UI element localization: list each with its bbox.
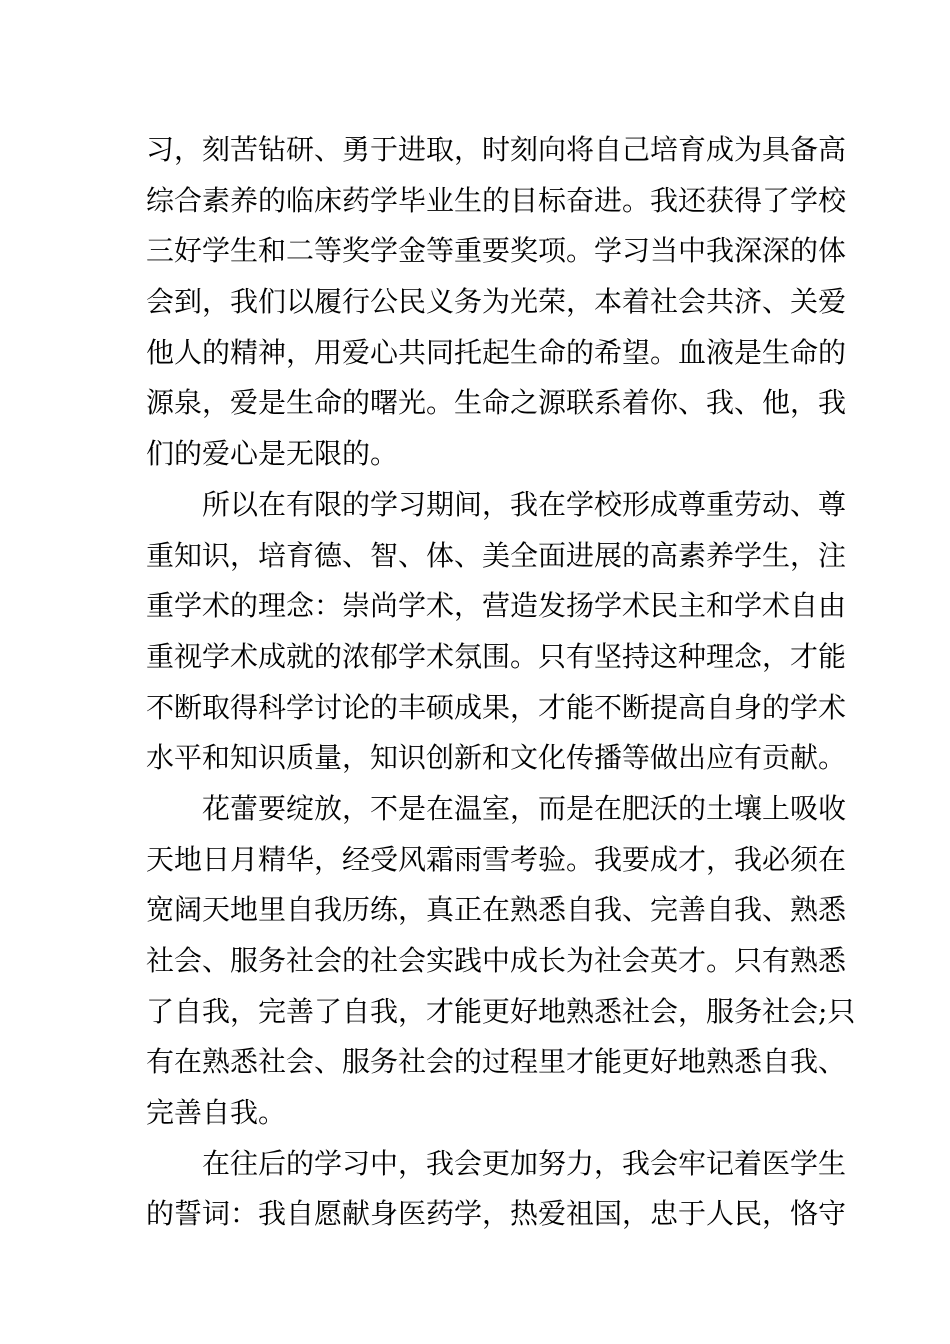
text-line: 水平和知识质量，知识创新和文化传播等做出应有贡献。	[146, 741, 847, 775]
text-line: 的誓词：我自愿献身医药学，热爱祖国，忠于人民，恪守	[146, 1197, 847, 1231]
paragraph-first-line: 在往后的学习中，我会更加努力，我会牢记着医学生	[202, 1146, 847, 1180]
text-line: 重知识，培育德、智、体、美全面进展的高素养学生，注	[146, 538, 847, 572]
text-line: 源泉，爱是生命的曙光。生命之源联系着你、我、他，我	[146, 386, 847, 420]
text-line: 完善自我。	[146, 1096, 287, 1130]
text-line: 天地日月精华，经受风霜雨雪考验。我要成才，我必须在	[146, 842, 847, 876]
text-line: 宽阔天地里自我历练，真正在熟悉自我、完善自我、熟悉	[146, 893, 847, 927]
text-line: 综合素养的临床药学毕业生的目标奋进。我还获得了学校	[146, 183, 847, 217]
text-line: 有在熟悉社会、服务社会的过程里才能更好地熟悉自我、	[146, 1045, 847, 1079]
paragraph-first-line: 花蕾要绽放，不是在温室，而是在肥沃的土壤上吸收	[202, 791, 847, 825]
text-line: 重学术的理念：崇尚学术，营造发扬学术民主和学术自由	[146, 589, 847, 623]
text-line: 不断取得科学讨论的丰硕成果，才能不断提高自身的学术	[146, 690, 847, 724]
paragraph-first-line: 所以在有限的学习期间，我在学校形成尊重劳动、尊	[202, 487, 847, 521]
text-line: 会到，我们以履行公民义务为光荣，本着社会共济、关爱	[146, 285, 847, 319]
text-line: 他人的精神，用爱心共同托起生命的希望。血液是生命的	[146, 335, 847, 369]
text-line: 重视学术成就的浓郁学术氛围。只有坚持这种理念，才能	[146, 639, 847, 673]
text-line: 社会、服务社会的社会实践中成长为社会英才。只有熟悉	[146, 944, 847, 977]
text-line: 三好学生和二等奖学金等重要奖项。学习当中我深深的体	[146, 234, 847, 268]
text-line: 习，刻苦钻研、勇于进取，时刻向将自己培育成为具备高	[146, 133, 847, 166]
text-line: 了自我，完善了自我，才能更好地熟悉社会，服务社会;只	[146, 994, 856, 1028]
text-line: 们的爱心是无限的。	[146, 437, 399, 471]
document-body	[146, 125, 856, 1240]
